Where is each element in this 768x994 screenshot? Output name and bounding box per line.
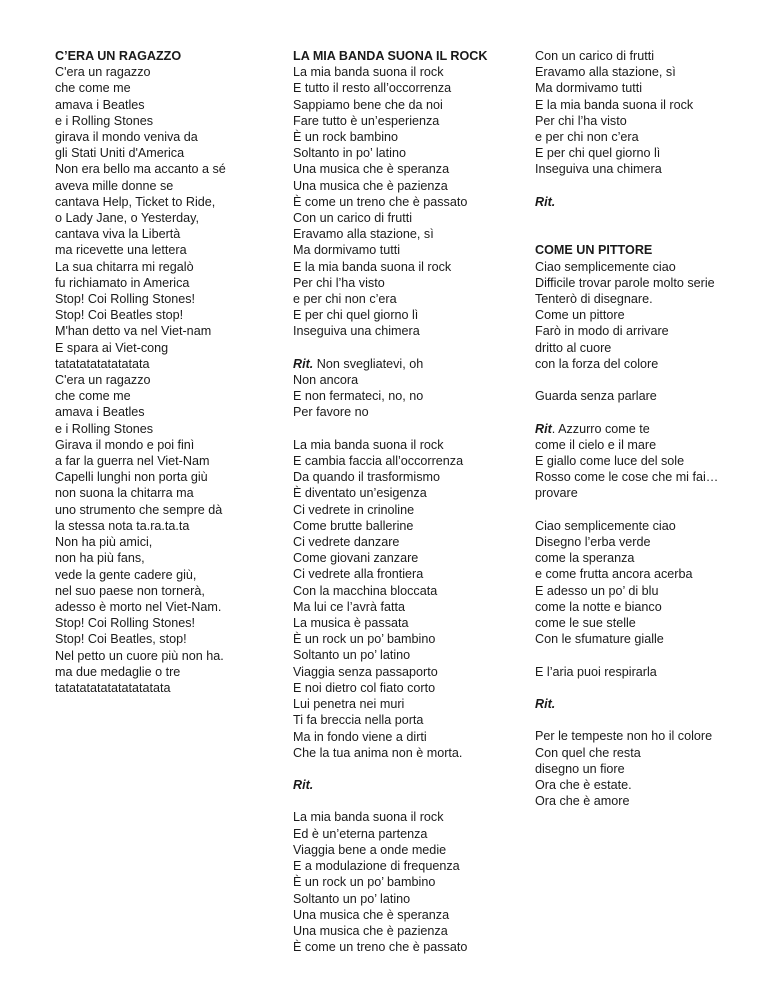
lyric-line: La mia banda suona il rock: [293, 65, 444, 80]
lyric-line: tatatatatatatatata: [55, 356, 150, 371]
lyric-line: Stop! Coi Beatles stop!: [55, 308, 184, 323]
lyric-line: Soltanto un po’ latino: [293, 891, 411, 906]
lyric-line: Disegno l’erba verde: [535, 535, 651, 549]
lyric-line: È un rock bambino: [293, 130, 399, 145]
refrain-label: Rit.: [535, 697, 556, 711]
lyric-line: cantava Help, Ticket to Ride,: [55, 194, 216, 209]
lyric-line: non suona la chitarra ma: [55, 486, 194, 501]
lyric-line: La musica è passata: [293, 616, 409, 631]
lyric-line: Inseguiva una chimera: [535, 162, 662, 177]
lyric-line: Come un pittore: [535, 308, 625, 323]
lyric-line: È come un treno che è passato: [293, 194, 468, 209]
lyric-line: che come me: [55, 81, 131, 96]
lyrics-block: [55, 64, 270, 696]
lyric-line: aveva mille donne se: [55, 178, 174, 193]
lyric-line: Per chi l’ha visto: [535, 113, 627, 128]
lyric-line: Ma in fondo viene a dirti: [293, 729, 427, 744]
lyric-line: È un rock un po’ bambino: [293, 632, 436, 647]
lyric-line: o Lady Jane, o Yesterday,: [55, 211, 200, 226]
lyrics-block: [535, 728, 760, 809]
lyric-line: Rosso come le cose che mi fai…: [535, 470, 719, 485]
lyrics-block: [293, 372, 513, 421]
lyric-line: girava il mondo veniva da: [55, 130, 198, 145]
lyric-line: E per chi quel giorno lì: [293, 308, 419, 323]
lyric-line: È un rock un po’ bambino: [293, 875, 436, 890]
lyric-line: Come giovani zanzare: [293, 551, 419, 566]
lyric-line: e i Rolling Stones: [55, 421, 154, 436]
lyric-line: vede la gente cadere giù,: [55, 567, 197, 582]
song-title: LA MIA BANDA SUONA IL ROCK: [293, 49, 488, 63]
lyrics-block: [293, 437, 513, 761]
lyric-line: Con un carico di frutti: [293, 211, 412, 226]
lyric-line: amava i Beatles: [55, 405, 145, 420]
lyric-line: Una musica che è speranza: [293, 907, 450, 922]
lyric-line: Eravamo alla stazione, sì: [535, 65, 676, 80]
lyric-line: Sappiamo bene che da noi: [293, 97, 443, 112]
refrain-label: Rit.: [293, 778, 314, 793]
lyric-line: Ma lui ce l’avrà fatta: [293, 599, 405, 614]
lyric-line: E la mia banda suona il rock: [535, 97, 694, 112]
lyric-line: E l’aria puoi respirarla: [535, 664, 657, 679]
lyric-line: e per chi non c’era: [293, 292, 397, 307]
lyric-line: Ci vedrete danzare: [293, 535, 400, 550]
lyric-line: Non era bello ma accanto a sé: [55, 162, 226, 177]
lyrics-block: [293, 809, 513, 955]
lyric-line: Stop! Coi Rolling Stones!: [55, 292, 196, 307]
lyric-line: ma due medaglie o tre: [55, 664, 181, 679]
lyric-line: Con un carico di frutti: [535, 49, 654, 63]
lyric-line: Nel petto un cuore più non ha.: [55, 648, 224, 663]
lyric-line: Una musica che è speranza: [293, 162, 450, 177]
lyrics-block: [535, 259, 760, 372]
lyric-line: Con quel che resta: [535, 745, 641, 760]
refrain-label: Rit: [535, 421, 552, 436]
lyric-line: È diventato un’esigenza: [293, 486, 427, 501]
song-column-3: [535, 48, 760, 809]
lyric-line: disegno un fiore: [535, 761, 625, 776]
lyric-line: E non fermateci, no, no: [293, 389, 424, 404]
lyric-line: come la notte e bianco: [535, 599, 662, 614]
lyric-line: E cambia faccia all’occorrenza: [293, 454, 464, 469]
lyric-line: Ora che è amore: [535, 794, 630, 809]
song-title: COME UN PITTORE: [535, 243, 653, 258]
lyric-line: E per chi quel giorno lì: [535, 146, 661, 161]
lyric-line: Per le tempeste non ho il colore: [535, 729, 713, 744]
lyric-line: adesso è morto nel Viet-Nam.: [55, 599, 222, 614]
lyric-line: Non ha più amici,: [55, 535, 153, 550]
lyric-line: Guarda senza parlare: [535, 389, 657, 404]
lyric-line: Difficile trovar parole molto serie: [535, 275, 715, 290]
lyric-line: Ed è un’eterna partenza: [293, 826, 428, 841]
lyric-line: Ciao semplicemente ciao: [535, 259, 676, 274]
lyric-line: E tutto il resto all’occorrenza: [293, 81, 452, 96]
song-column-2: [293, 48, 513, 955]
lyric-line: cantava viva la Libertà: [55, 227, 181, 242]
lyric-line: tatatatatatatatatatata: [55, 680, 171, 695]
lyric-line: Una musica che è pazienza: [293, 923, 448, 938]
lyric-line: È come un treno che è passato: [293, 940, 468, 955]
lyric-line: dritto al cuore: [535, 340, 612, 355]
lyric-line: E la mia banda suona il rock: [293, 259, 452, 274]
lyric-line: Con le sfumature gialle: [535, 632, 664, 647]
lyric-line: Ma dormivamo tutti: [293, 243, 401, 258]
lyric-line: Ci vedrete alla frontiera: [293, 567, 424, 582]
lyric-line: nel suo paese non tornerà,: [55, 583, 205, 598]
lyric-line: Ti fa breccia nella porta: [293, 713, 424, 728]
refrain-label: Rit.: [535, 194, 556, 209]
lyric-line: Fare tutto è un’esperienza: [293, 113, 440, 128]
lyric-line: come il cielo e il mare: [535, 437, 657, 452]
lyric-line: E a modulazione di frequenza: [293, 859, 460, 874]
lyric-line: Una musica che è pazienza: [293, 178, 448, 193]
lyric-line: Ciao semplicemente ciao: [535, 518, 676, 533]
lyric-line: non ha più fans,: [55, 551, 145, 566]
lyric-line: Inseguiva una chimera: [293, 324, 420, 339]
lyric-line: Farò in modo di arrivare: [535, 324, 669, 339]
song-title: C’ERA UN RAGAZZO: [55, 49, 182, 63]
lyric-line: Capelli lunghi non porta giù: [55, 470, 208, 485]
lyric-line: ma ricevette una lettera: [55, 243, 187, 258]
lyric-line: Soltanto un po’ latino: [293, 648, 411, 663]
lyric-line: E noi dietro col fiato corto: [293, 680, 436, 695]
lyric-line: C'era un ragazzo: [55, 373, 151, 388]
lyric-line: Per favore no: [293, 405, 369, 420]
lyrics-block: [535, 48, 760, 178]
lyric-line: e per chi non c’era: [535, 130, 639, 145]
lyric-line: e come frutta ancora acerba: [535, 567, 693, 582]
lyric-line: Ma dormivamo tutti: [535, 81, 643, 96]
lyric-line: Stop! Coi Rolling Stones!: [55, 616, 196, 631]
refrain-line: Rit. Azzurro come te: [535, 421, 650, 436]
lyrics-block: [535, 518, 760, 648]
lyric-line: E spara ai Viet-cong: [55, 340, 169, 355]
lyric-line: La sua chitarra mi regalò: [55, 259, 194, 274]
lyric-line: Da quando il trasformismo: [293, 470, 440, 485]
lyric-line: a far la guerra nel Viet-Nam: [55, 454, 210, 469]
lyric-line: come la speranza: [535, 551, 635, 566]
lyric-line: La mia banda suona il rock: [293, 810, 444, 825]
lyrics-block: [293, 64, 513, 339]
lyric-line: M'han detto va nel Viet-nam: [55, 324, 212, 339]
lyric-line: e i Rolling Stones: [55, 113, 154, 128]
lyric-line: Viaggia bene a onde medie: [293, 842, 447, 857]
lyric-line: la stessa nota ta.ra.ta.ta: [55, 518, 190, 533]
lyric-line: C'era un ragazzo: [55, 65, 151, 80]
lyric-line: Che la tua anima non è morta.: [293, 745, 463, 760]
lyric-line: Ora che è estate.: [535, 778, 632, 792]
lyric-line: Stop! Coi Beatles, stop!: [55, 632, 187, 647]
lyric-line: Come brutte ballerine: [293, 518, 414, 533]
lyric-line: Lui penetra nei muri: [293, 697, 405, 712]
lyric-line: con la forza del colore: [535, 356, 659, 371]
lyric-line: gli Stati Uniti d'America: [55, 146, 185, 161]
lyric-line: Soltanto in po’ latino: [293, 146, 406, 161]
lyric-line: Non ancora: [293, 373, 359, 388]
song-column-1: [55, 48, 270, 696]
lyric-line: come le sue stelle: [535, 616, 636, 631]
lyric-line: fu richiamato in America: [55, 275, 190, 290]
lyric-line: Eravamo alla stazione, sì: [293, 227, 434, 242]
lyric-line: Con la macchina bloccata: [293, 583, 438, 598]
lyric-line: Per chi l’ha visto: [293, 275, 385, 290]
lyric-line: E adesso un po’ di blu: [535, 583, 659, 598]
lyric-line: Girava il mondo e poi finì: [55, 437, 195, 452]
lyric-line: amava i Beatles: [55, 97, 145, 112]
lyric-line: E giallo come luce del sole: [535, 454, 685, 468]
lyric-line: Viaggia senza passaporto: [293, 664, 438, 679]
refrain-label: Rit.: [293, 356, 314, 371]
lyric-line: Tenterò di disegnare.: [535, 292, 653, 306]
lyric-line: che come me: [55, 389, 131, 404]
lyrics-block: [535, 437, 760, 502]
lyric-line: La mia banda suona il rock: [293, 437, 444, 452]
refrain-line: Rit. Non svegliatevi, oh: [293, 356, 424, 371]
lyric-line: Ci vedrete in crinoline: [293, 502, 415, 517]
lyric-line: provare: [535, 486, 578, 501]
lyric-line: uno strumento che sempre dà: [55, 502, 223, 517]
